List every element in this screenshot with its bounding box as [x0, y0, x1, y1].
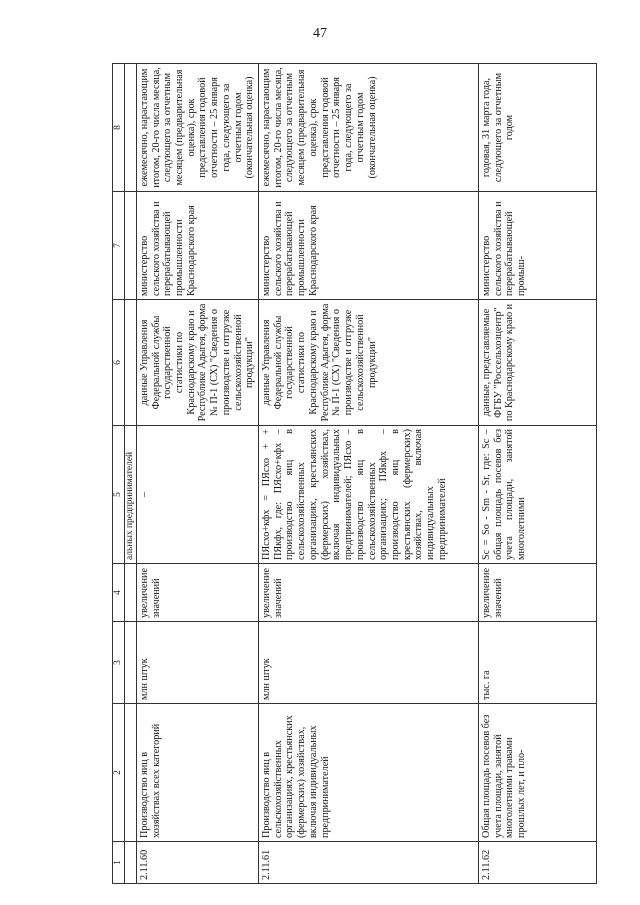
row-responsible: министерство сельского хозяйства и перерабатывающей промышленности Краснодарского края [259, 192, 479, 300]
column-header-2: 2 [113, 704, 125, 842]
row-responsible: министерство сельского хозяйства и перерабатывающей промыш- [479, 192, 597, 300]
continuation-cell-4 [124, 564, 136, 622]
continuation-cell-3 [124, 622, 136, 704]
row-indicator: Производство яиц в хозяйствах всех категорий [136, 704, 258, 842]
row-code: 2.11.62 [479, 842, 597, 884]
row-period: ежемесячно, нарастающим итогом, 20-го числа месяца, следующего за отчетным месяцем (предварительная оценка), срок представления годовой отчетности – 25 января года, следующего за отчетным годом (окончательная оценка) [259, 64, 479, 192]
continuation-cell-2 [124, 704, 136, 842]
rotated-table-container [112, 64, 597, 884]
column-header-3: 3 [113, 622, 125, 704]
row-indicator: Общая площадь посевов без учета площади, занятой многолетними травами прошлых лет, и пло- [479, 704, 597, 842]
table-row [136, 64, 258, 884]
indicators-table [112, 63, 597, 884]
row-direction: увеличение значений [136, 564, 258, 622]
column-header-1: 1 [113, 842, 125, 884]
column-header-5: 5 [113, 426, 125, 564]
continuation-cell-8 [124, 64, 136, 192]
table-row [259, 64, 479, 884]
continuation-cell-7 [124, 192, 136, 300]
row-unit: тыс. га [479, 622, 597, 704]
row-unit: млн штук [259, 622, 479, 704]
page-number: 47 [313, 26, 327, 41]
header-row [113, 64, 125, 884]
row-source: данные Управления Федеральной службы государственной статистики по Краснодарскому краю и Республике Адыгея, форма № П-1 (СХ) "Сведения о производстве и отгрузке сельскохозяйственной продукции" [136, 300, 258, 426]
row-code: 2.11.61 [259, 842, 479, 884]
row-unit: млн штук [136, 622, 258, 704]
row-direction: увеличение значений [259, 564, 479, 622]
row-period: годовая, 31 марта года, следующего за отчетным годом [479, 64, 597, 192]
column-header-4: 4 [113, 564, 125, 622]
continuation-row [124, 64, 136, 884]
row-responsible: министерство сельского хозяйства и перерабатывающей промышленности Краснодарского края [136, 192, 258, 300]
row-formula: ПЯсхо+кфх = ПЯсхо + + ПЯкфх, где: ПЯсхо+кфх – производство яиц в сельскохозяйственных организациях, крестьянских (фермерских) хозяйствах, включая индивидуальных предпринимателей; ПЯсхо – производство яиц в сельскохозяйственных организациях; ПЯкфх – производство яиц в крестьянских (фермерских) хозяйствах, включая индивидуальных предпринимателей [259, 426, 479, 564]
row-direction: увеличение значений [479, 564, 597, 622]
row-formula: – [136, 426, 258, 564]
row-code: 2.11.60 [136, 842, 258, 884]
continuation-cell-6 [124, 300, 136, 426]
column-header-6: 6 [113, 300, 125, 426]
row-source: данные Управления Федеральной службы государственной статистики по Краснодарскому краю и Республике Адыгея, форма № П-1 (СХ) "Сведения о производстве и отгрузке сельскохозяйственной продукции" [259, 300, 479, 426]
table-row [479, 64, 597, 884]
column-header-7: 7 [113, 192, 125, 300]
continuation-text: альных предпринимателей [124, 426, 136, 564]
column-header-8: 8 [113, 64, 125, 192]
row-source: данные, представляемые ФГБУ "Россельхозцентр" по Краснодарскому краю и [479, 300, 597, 426]
row-indicator: Производство яиц в сельскохозяйственных организациях, крестьянских (фермерских) хозяйствах, включая индивидуальных предпринимателей [259, 704, 479, 842]
row-formula: Sc = So - Sm - Sr, где: Sc – общая площадь посевов без учета площади, занятой многолетними [479, 426, 597, 564]
continuation-cell-1 [124, 842, 136, 884]
row-period: ежемесячно, нарастающим итогом, 20-го числа месяца, следующего за отчетным месяцем (предварительная оценка), срок представления годовой отчетности – 25 января года, следующего за отчетным годом (окончательная оценка) [136, 64, 258, 192]
